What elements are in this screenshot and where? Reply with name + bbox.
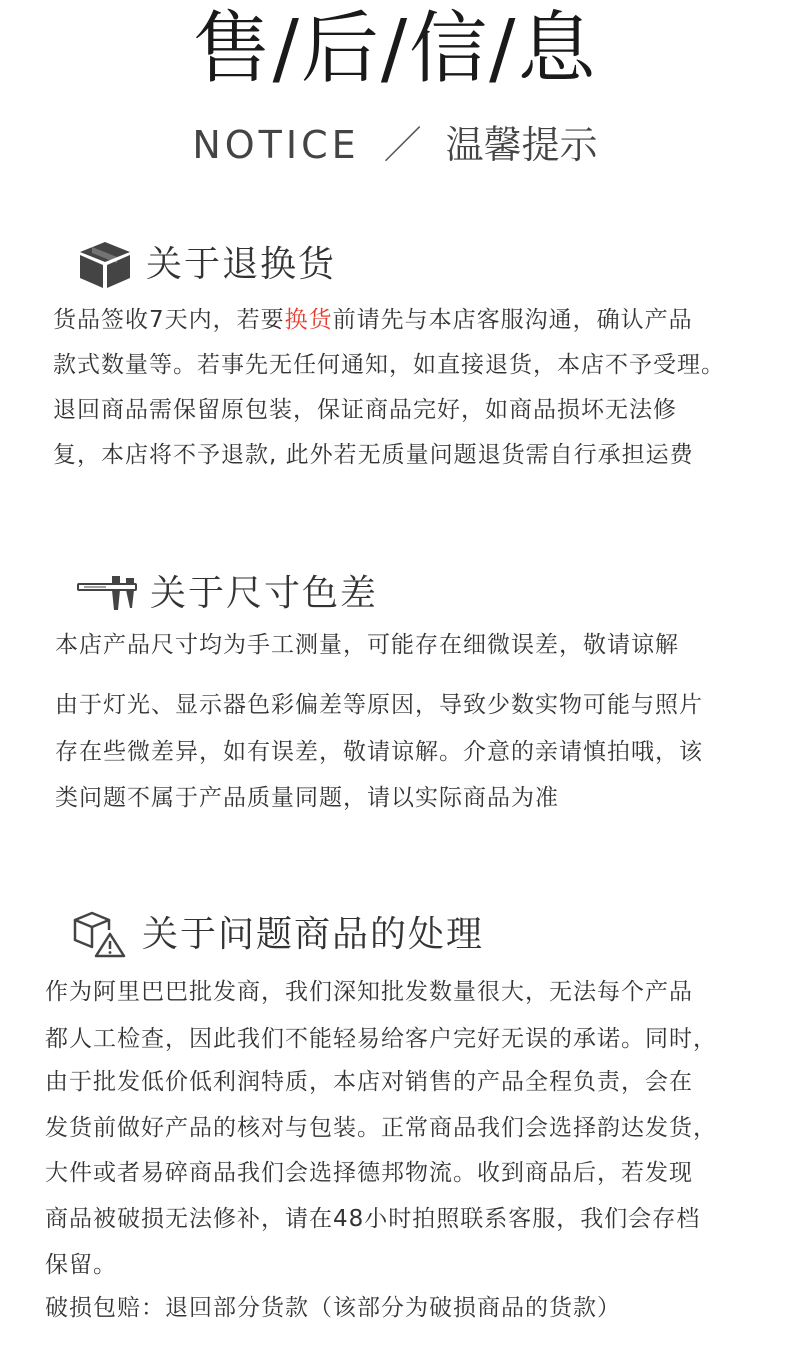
returns-line-1-pre: 货品签收7天内，若要: [53, 307, 285, 333]
section-title-problem-goods: 关于问题商品的处理: [142, 914, 485, 955]
problem-line-7: 保留。: [45, 1252, 117, 1278]
returns-line-2: 款式数量等。若事先无任何通知，如直接退货，本店不予受理。: [53, 352, 725, 378]
returns-line-1: [53, 305, 693, 335]
size-line-2: 由于灯光、显示器色彩偏差等原因，导致少数实物可能与照片: [55, 692, 703, 718]
returns-line-3: 退回商品需保留原包装，保证商品完好，如商品损坏无法修: [53, 397, 677, 423]
size-line-3: 存在些微差异，如有误差，敬请谅解。介意的亲请慎拍哦，该: [55, 739, 703, 765]
title-char: 信: [409, 4, 490, 94]
section-title-returns: 关于退换货: [146, 244, 337, 285]
caliper-icon: [76, 574, 140, 612]
returns-line-1-post: 前请先与本店客服沟通，确认产品: [332, 307, 693, 333]
problem-line-3: 由于批发低价低利润特质，本店对销售的产品全程负责，会在: [45, 1069, 693, 1095]
title-separator: /: [489, 4, 518, 94]
problem-line-6: 商品被破损无法修补，请在48小时拍照联系客服，我们会存档: [45, 1206, 701, 1232]
warning-box-icon: [72, 910, 128, 958]
notice-cn: 温馨提示: [445, 123, 598, 167]
notice-slash: ／: [383, 123, 422, 167]
exchange-highlight: 换货: [284, 307, 333, 333]
problem-line-2: 都人工检查，因此我们不能轻易给客户完好无误的承诺。同时，: [45, 1026, 717, 1052]
page-title: [0, 4, 790, 94]
problem-line-4: 发货前做好产品的核对与包装。正常商品我们会选择韵达发货，: [45, 1115, 717, 1141]
returns-line-4: 复，本店将不予退款, 此外若无质量问题退货需自行承担运费: [53, 442, 694, 468]
size-line-4: 类问题不属于产品质量同题，请以实际商品为准: [55, 785, 559, 811]
problem-line-5: 大件或者易碎商品我们会选择德邦物流。收到商品后，若发现: [45, 1160, 693, 1186]
title-char: 息: [517, 4, 598, 94]
section-title-size-color: 关于尺寸色差: [150, 573, 379, 614]
notice-subtitle: [0, 122, 790, 168]
notice-en: NOTICE: [192, 123, 360, 167]
title-separator: /: [272, 4, 301, 94]
title-char: 后: [300, 4, 381, 94]
problem-line-1: 作为阿里巴巴批发商，我们深知批发数量很大，无法每个产品: [45, 979, 693, 1005]
title-char: 售: [192, 4, 273, 94]
title-separator: /: [380, 4, 410, 94]
size-line-1: 本店产品尺寸均为手工测量，可能存在细微误差，敬请谅解: [55, 632, 679, 658]
problem-line-8: 破损包赔：退回部分货款（该部分为破损商品的货款）: [45, 1295, 621, 1321]
box-icon: [78, 240, 132, 290]
